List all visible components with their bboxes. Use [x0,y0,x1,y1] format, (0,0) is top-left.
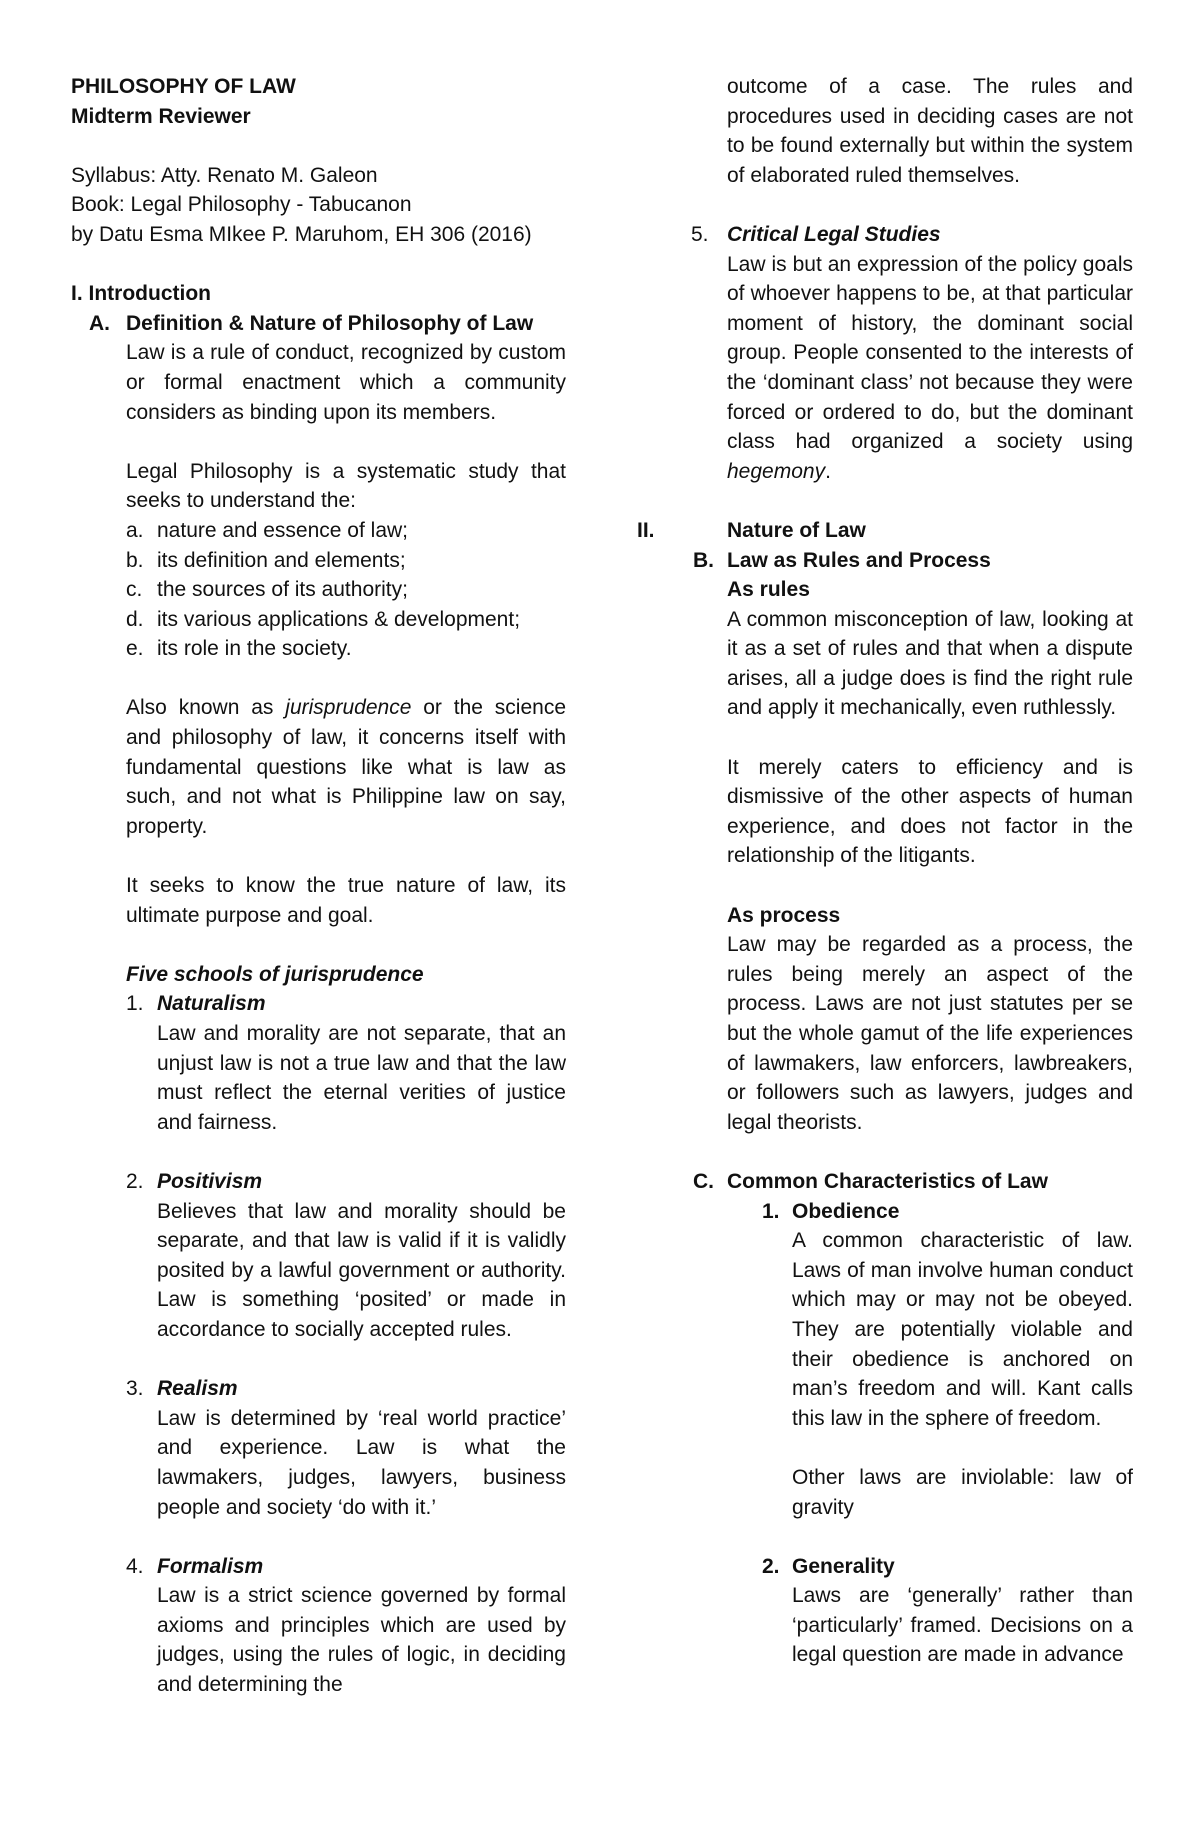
law-definition-paragraph: Law is a rule of conduct, recognized by custom or formal enactment which a community considers as binding upon its members. [126,341,566,424]
characteristics-list [683,1197,1133,1671]
subsection-b-letter: B. [693,548,714,572]
list-marker: b. [126,548,144,572]
characteristic-name: Generality [792,1554,895,1578]
list-marker: a. [126,518,144,542]
list-item-text: its role in the society. [157,637,352,661]
study-list-item [126,605,566,635]
schools-list [126,989,566,1699]
subsection-c-title: Common Characteristics of Law [727,1169,1048,1193]
author-line: by Datu Esma MIkee P. Maruhom, EH 306 (2016) [71,222,532,246]
purpose-paragraph: It seeks to know the true nature of law, its ultimate purpose and goal. [126,874,566,927]
subsection-a-letter: A. [89,311,110,335]
left-column [71,72,566,1700]
book-line: Book: Legal Philosophy - Tabucanon [71,193,412,217]
school-item-formalism [126,1552,566,1700]
characteristic-number: 2. [762,1554,780,1578]
school-item-realism [126,1374,566,1522]
section-2-heading [637,516,1133,546]
list-item-text: nature and essence of law; [157,518,408,542]
legal-philosophy-paragraph: Legal Philosophy is a systematic study that seeks to understand the: [126,459,566,513]
characteristic-item-obedience [762,1197,1133,1523]
section-1-title: Introduction [88,282,211,306]
school-description: Law is but an expression of the policy goals of whoever happens to be, at that particular moment of history, the dominant social group. People consented to the interests of the ‘dominant class’ not because they were forced or ordered to do, but the dominant class had organized a society using hegemony. [727,252,1133,483]
study-list [126,516,566,664]
section-1-heading [71,279,566,309]
characteristic-paragraph: Laws are ‘generally’ rather than ‘particularly’ framed. Decisions on a legal question are made in advance [792,1584,1133,1667]
schools-heading: Five schools of jurisprudence [126,962,424,986]
formalism-continuation: outcome of a case. The rules and procedures used in deciding cases are not to be found externally but within the system of elaborated ruled themselves. [727,75,1133,187]
school-number: 3. [126,1377,144,1401]
syllabus-line: Syllabus: Atty. Renato M. Galeon [71,163,378,187]
school-number: 4. [126,1554,144,1578]
subsection-c-letter: C. [693,1169,714,1193]
right-column [637,72,1133,1670]
as-process-paragraph: Law may be regarded as a process, the rules being merely an aspect of the process. Laws are not just statutes per se but the whole gamut of the life experiences of lawmakers, law enforcers, lawbreakers, or followers such as lawyers, judges and legal theorists. [727,933,1133,1134]
list-marker: c. [126,578,143,602]
document-title: PHILOSOPHY OF LAW [71,75,296,98]
subsection-b-heading [683,546,1133,576]
school-description: Believes that law and morality should be separate, and that law is valid if it is validly posited by a lawful government or authority. Law is something ‘posited’ or made in accordance to socially accepted rules. [157,1199,566,1341]
school-name: Realism [157,1377,238,1401]
school-name: Naturalism [157,992,266,1016]
school-description: Law is determined by ‘real world practice’ and experience. Law is what the lawmakers, judges, lawyers, business people and society ‘do with it.’ [157,1406,566,1519]
list-item-text: its definition and elements; [157,548,406,572]
list-item-text: the sources of its authority; [157,578,408,602]
characteristic-number: 1. [762,1199,780,1223]
subsection-b-title: Law as Rules and Process [727,548,991,572]
characteristic-item-generality [762,1552,1133,1670]
as-rules-heading: As rules [727,578,810,602]
list-marker: d. [126,607,144,631]
subsection-a-heading [71,309,566,339]
section-2-title: Nature of Law [727,518,866,542]
subsection-a-title: Definition & Nature of Philosophy of Law [126,311,534,335]
school-number: 1. [126,992,144,1016]
study-list-item [126,575,566,605]
study-list-item [126,546,566,576]
as-rules-paragraph-2: It merely caters to efficiency and is dismissive of the other aspects of human experience, and does not factor in the relationship of the litigants. [727,755,1133,868]
as-rules-paragraph-1: A common misconception of law, looking at it as a set of rules and that when a dispute arises, all a judge does is find the right rule and apply it mechanically, even ruthlessly. [727,607,1133,720]
school-item-critical-legal-studies [691,220,1133,486]
school-name: Positivism [157,1169,263,1193]
study-list-item [126,634,566,664]
characteristic-paragraph: A common characteristic of law. Laws of man involve human conduct which may or may not be obeyed. They are potentially violable and their obedience is anchored on man’s freedom and will. Kant calls this law in the sphere of freedom. [792,1229,1133,1430]
school-item-naturalism [126,989,566,1137]
jurisprudence-paragraph: Also known as jurisprudence or the science and philosophy of law, it concerns itself with fundamental questions like what is law as such, and not what is Philippine law on say, property. [126,696,566,838]
school-description: Law is a strict science governed by formal axioms and principles which are used by judges, using the rules of logic, in deciding and determining the [157,1584,566,1697]
document-subtitle: Midterm Reviewer [71,104,251,128]
as-process-heading: As process [727,903,841,927]
characteristic-paragraph-2: Other laws are inviolable: law of gravity [792,1465,1133,1519]
list-item-text: its various applications & development; [157,607,521,631]
section-1-number: I. [71,282,83,306]
subsection-c-heading [683,1167,1133,1197]
school-description: Law and morality are not separate, that an unjust law is not a true law and that the law must reflect the eternal verities of justice and fairness. [157,1022,566,1134]
school-name: Formalism [157,1554,264,1578]
study-list-item [126,516,566,546]
school-name: Critical Legal Studies [727,222,941,246]
characteristic-name: Obedience [792,1199,900,1223]
school-number: 2. [126,1169,144,1193]
section-2-number: II. [637,518,655,542]
school-number: 5. [691,222,709,246]
list-marker: e. [126,637,144,661]
school-item-positivism [126,1167,566,1345]
